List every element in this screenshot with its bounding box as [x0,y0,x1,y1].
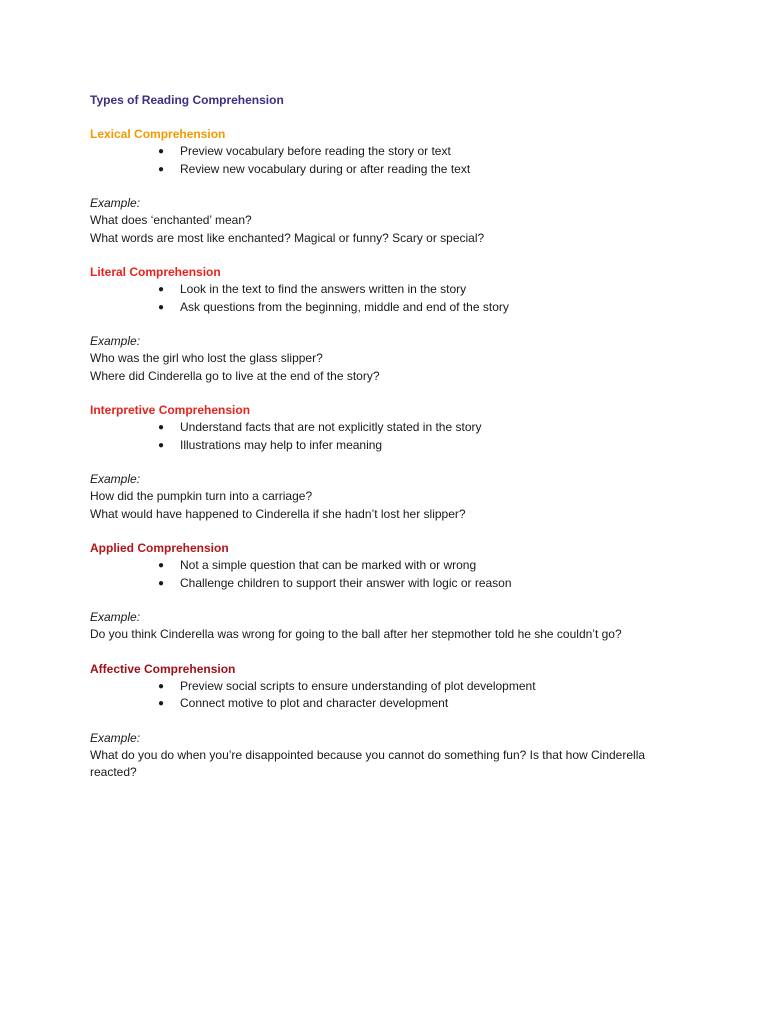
example-label: Example: [90,472,141,486]
example-block [90,195,690,247]
list-item-text: Connect motive to plot and character development [180,696,449,710]
bullet-list [90,143,690,178]
section-heading: Literal Comprehension [90,265,221,279]
example-line: Who was the girl who lost the glass slipper? [90,351,323,365]
bullet-list [90,678,690,713]
document-title: Types of Reading Comprehension [90,93,284,107]
bullet-icon: ● [158,577,165,589]
section-heading: Applied Comprehension [90,541,229,555]
list-item-text: Preview social scripts to ensure understanding of plot development [180,678,536,693]
list-item [90,419,690,437]
list-item-text: Understand facts that are not explicitly stated in the story [180,420,482,434]
example-label: Example: [90,196,141,210]
list-item [90,557,690,575]
section-applied [90,540,690,644]
list-item [90,299,690,317]
document-page [90,92,690,799]
bullet-icon: ● [158,301,165,313]
list-item-text: Ask questions from the beginning, middle and end of the story [180,299,509,314]
section-interpretive [90,402,690,523]
bullet-icon: ● [158,146,165,157]
list-item [90,281,690,299]
section-affective [90,661,690,782]
section-heading: Interpretive Comprehension [90,403,251,417]
section-literal [90,264,690,385]
example-line: What would have happened to Cinderella if she hadn’t lost her slipper? [90,506,466,521]
list-item-text: Illustrations may help to infer meaning [180,437,383,452]
example-line: Do you think Cinderella was wrong for going to the ball after her stepmother told he she couldn’t go? [90,627,622,641]
section-lexical [90,126,690,247]
example-block [90,471,690,523]
example-block [90,333,690,385]
example-line: How did the pumpkin turn into a carriage? [90,489,313,503]
list-item [90,678,690,696]
section-heading: Lexical Comprehension [90,127,226,141]
example-block [90,730,690,782]
example-label: Example: [90,730,141,745]
bullet-icon: ● [158,560,165,571]
section-heading: Affective Comprehension [90,661,236,676]
bullet-icon: ● [158,698,165,709]
bullet-icon: ● [158,439,165,451]
example-line: What words are most like enchanted? Magical or funny? Scary or special? [90,230,485,245]
bullet-icon: ● [158,422,165,433]
list-item-text: Review new vocabulary during or after reading the text [180,161,471,176]
bullet-list [90,557,690,592]
list-item [90,695,690,713]
bullet-icon: ● [158,680,165,692]
list-item-text: Look in the text to find the answers written in the story [180,282,467,296]
bullet-list [90,419,690,454]
example-block [90,609,690,644]
list-item [90,575,690,593]
example-line: Where did Cinderella go to live at the end of the story? [90,368,380,383]
example-line: What do you do when you’re disappointed because you cannot do something fun? Is that how Cinderella reacted? [90,747,646,779]
list-item [90,161,690,179]
example-line: What does ‘enchanted’ mean? [90,213,252,227]
list-item-text: Challenge children to support their answer with logic or reason [180,575,512,590]
example-label: Example: [90,610,141,624]
list-item-text: Not a simple question that can be marked with or wrong [180,558,477,572]
example-label: Example: [90,334,141,348]
bullet-icon: ● [158,163,165,175]
list-item [90,143,690,161]
list-item [90,437,690,455]
bullet-list [90,281,690,316]
bullet-icon: ● [158,284,165,295]
list-item-text: Preview vocabulary before reading the story or text [180,144,451,158]
